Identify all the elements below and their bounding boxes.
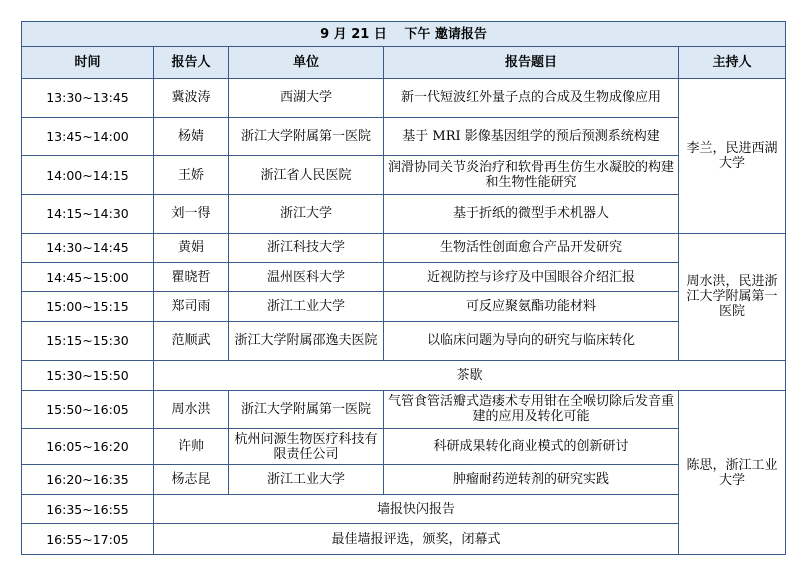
header-time: 时间	[22, 47, 154, 79]
time-cell: 15:50~16:05	[22, 391, 154, 429]
time-cell: 15:00~15:15	[22, 292, 154, 321]
time-cell: 16:35~16:55	[22, 494, 154, 523]
time-cell: 16:55~17:05	[22, 524, 154, 555]
time-cell: 14:00~14:15	[22, 156, 154, 195]
time-cell: 15:30~15:50	[22, 360, 154, 391]
header-speaker: 报告人	[154, 47, 229, 79]
poster-flash-cell: 墙报快闪报告	[154, 494, 679, 523]
unit-cell: 温州医科大学	[229, 263, 384, 292]
topic-cell: 以临床问题为导向的研究与临床转化	[384, 321, 679, 360]
topic-cell: 新一代短波红外量子点的合成及生物成像应用	[384, 78, 679, 117]
time-cell: 14:45~15:00	[22, 263, 154, 292]
time-cell: 16:05~16:20	[22, 428, 154, 465]
topic-cell: 肿瘤耐药逆转剂的研究实践	[384, 465, 679, 494]
time-cell: 14:15~14:30	[22, 194, 154, 233]
speaker-cell: 刘一得	[154, 194, 229, 233]
topic-cell: 润滑协同关节炎治疗和软骨再生仿生水凝胶的构建和生物性能研究	[384, 156, 679, 195]
speaker-cell: 冀波涛	[154, 78, 229, 117]
chair-cell: 周水洪，民进浙江大学附属第一医院	[679, 233, 786, 360]
chair-cell: 李兰，民进西湖大学	[679, 78, 786, 233]
table-row	[22, 233, 786, 262]
unit-cell: 西湖大学	[229, 78, 384, 117]
title-row	[22, 22, 786, 47]
speaker-cell: 许帅	[154, 428, 229, 465]
table-row	[22, 524, 786, 555]
unit-cell: 浙江工业大学	[229, 465, 384, 494]
header-topic: 报告题目	[384, 47, 679, 79]
time-cell: 15:15~15:30	[22, 321, 154, 360]
unit-cell: 浙江大学	[229, 194, 384, 233]
table-row	[22, 360, 786, 391]
table-row	[22, 428, 786, 465]
break-cell: 茶歇	[154, 360, 786, 391]
time-cell: 13:30~13:45	[22, 78, 154, 117]
speaker-cell: 瞿晓哲	[154, 263, 229, 292]
speaker-cell: 杨婧	[154, 117, 229, 156]
topic-cell: 近视防控与诊疗及中国眼谷介绍汇报	[384, 263, 679, 292]
table-row	[22, 194, 786, 233]
header-unit: 单位	[229, 47, 384, 79]
table-row	[22, 263, 786, 292]
time-cell: 16:20~16:35	[22, 465, 154, 494]
closing-cell: 最佳墙报评选，颁奖，闭幕式	[154, 524, 679, 555]
unit-cell: 浙江大学附属邵逸夫医院	[229, 321, 384, 360]
unit-cell: 浙江省人民医院	[229, 156, 384, 195]
table-row	[22, 156, 786, 195]
speaker-cell: 王娇	[154, 156, 229, 195]
topic-cell: 生物活性创面愈合产品开发研究	[384, 233, 679, 262]
topic-cell: 气管食管活瓣式造瘘术专用钳在全喉切除后发音重建的应用及转化可能	[384, 391, 679, 429]
unit-cell: 浙江大学附属第一医院	[229, 391, 384, 429]
schedule-title: 9 月 21 日 下午 邀请报告	[22, 22, 786, 47]
topic-cell: 基于 MRI 影像基因组学的预后预测系统构建	[384, 117, 679, 156]
unit-cell: 浙江工业大学	[229, 292, 384, 321]
table-row	[22, 391, 786, 429]
table-row	[22, 465, 786, 494]
topic-cell: 基于折纸的微型手术机器人	[384, 194, 679, 233]
header-chair: 主持人	[679, 47, 786, 79]
unit-cell: 杭州问源生物医疗科技有限责任公司	[229, 428, 384, 465]
unit-cell: 浙江科技大学	[229, 233, 384, 262]
header-row	[22, 47, 786, 79]
chair-cell: 陈思，浙江工业大学	[679, 391, 786, 555]
table-row	[22, 321, 786, 360]
table-row	[22, 494, 786, 523]
topic-cell: 科研成果转化商业模式的创新研讨	[384, 428, 679, 465]
speaker-cell: 周水洪	[154, 391, 229, 429]
table-row	[22, 78, 786, 117]
time-cell: 14:30~14:45	[22, 233, 154, 262]
table-row	[22, 117, 786, 156]
speaker-cell: 范顺武	[154, 321, 229, 360]
unit-cell: 浙江大学附属第一医院	[229, 117, 384, 156]
schedule-table	[21, 21, 786, 555]
table-row	[22, 292, 786, 321]
time-cell: 13:45~14:00	[22, 117, 154, 156]
speaker-cell: 郑司雨	[154, 292, 229, 321]
topic-cell: 可反应聚氨酯功能材料	[384, 292, 679, 321]
speaker-cell: 杨志昆	[154, 465, 229, 494]
speaker-cell: 黄娟	[154, 233, 229, 262]
